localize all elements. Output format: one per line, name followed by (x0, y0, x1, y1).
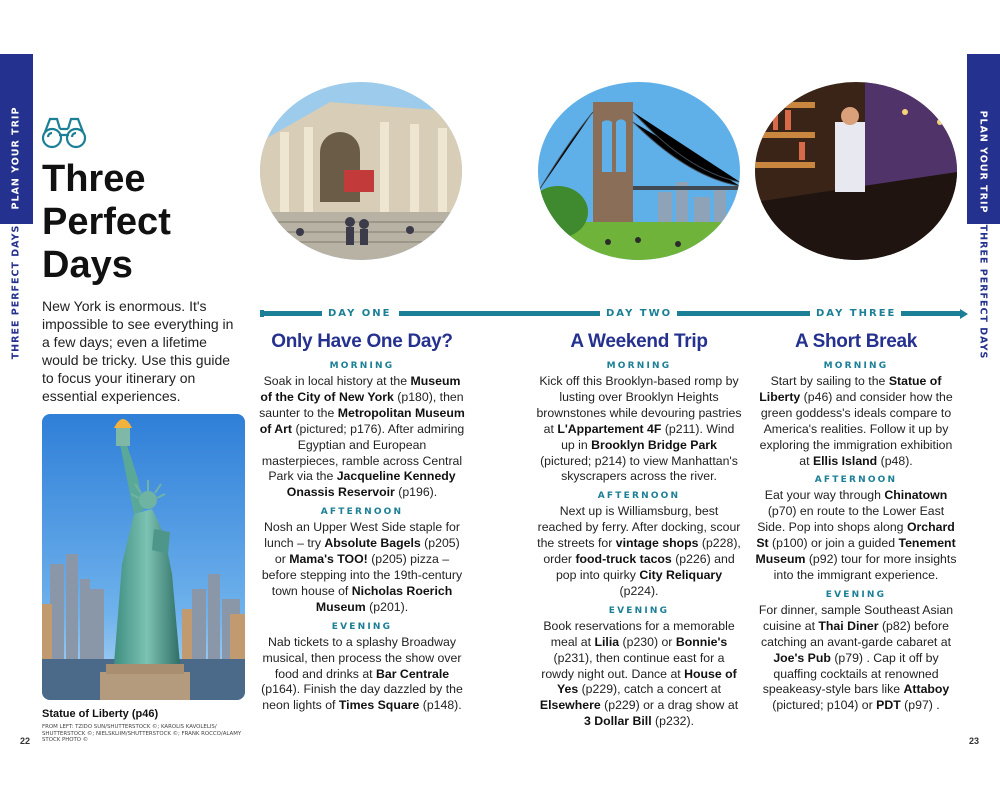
photo-caption: Statue of Liberty (p46) (42, 708, 159, 720)
bold-place-name: Attaboy (903, 682, 950, 697)
day-two-evening-text: Book reservations for a memorable meal at Lilia (p230) or Bonnie's (p231), then continue east for a rowdy night out. Dance at House of Yes (p229), catch a concert at Elsewhere (p229) or a drag show at 3 Dollar Bill (p232). (539, 618, 739, 729)
bold-place-name: 3 Dollar Bill (583, 714, 652, 729)
day-three-heading: A Short Break (794, 331, 918, 352)
day-one-morning-label: MORNING (329, 361, 395, 371)
day-three-morning-text: Start by sailing to the Statue of Liberty (p46) and consider how the green goddess's ideals compare to America's realities. Follow it up by exploring the immigration exhibition at Ellis Island (p48). (759, 374, 953, 468)
day-bar-segment (399, 311, 600, 316)
bold-place-name: Absolute Bagels (324, 536, 421, 551)
bold-place-name: Metropolitan Museum of Art (259, 405, 465, 436)
day-two-morning-label: MORNING (606, 361, 672, 371)
bold-place-name: Jacqueline Kennedy Onassis Reservoir (286, 469, 456, 500)
day-one-afternoon-text: Nosh an Upper West Side staple for lunch – try Absolute Bagels (p205) or Mama's TOO! (p205) pizza – before stepping into the 19th-century town house of Nicholas Roerich Museum (p201). (261, 520, 463, 614)
binoculars-icon (40, 115, 88, 149)
day-three-evening-label: EVENING (825, 589, 887, 600)
day-one-afternoon-label: AFTERNOON (320, 507, 404, 518)
bold-place-name: food-truck tacos (575, 552, 672, 567)
day-two-afternoon-text: Next up is Williamsburg, best reached by ferry. After docking, scour the streets for vintage shops (p228), order food-truck tacos (p226) and pop into quirky City Reliquary (p224). (537, 504, 741, 598)
metropolitan-museum-photo (260, 82, 462, 260)
day-three-evening-text: For dinner, sample Southeast Asian cuisine at Thai Diner (p82) before catching an avant-garde cabaret at Joe's Pub (p79) . Cap it off by quaffing cocktails at renowned speakeasy-style bars like Attaboy (pictured; p104) or PDT (p97) . (758, 602, 954, 713)
bold-place-name: Bonnie's (675, 634, 728, 649)
day-three-afternoon-label: AFTERNOON (814, 475, 898, 486)
day-bar-segment (677, 311, 810, 316)
statue-of-liberty-photo (42, 414, 245, 700)
day-one-column (258, 330, 466, 714)
day-two-heading: A Weekend Trip (570, 331, 708, 352)
right-chapter-label: THREE PERFECT DAYS (977, 224, 989, 360)
intro-text: New York is enormous. It's impossible to see everything in a few days; even a lifetime would be tricky. Use this guide to focus your itinerary on essential experiences. (42, 298, 234, 404)
bold-place-name: City Reliquary (639, 567, 723, 582)
day-three-afternoon-text: Eat your way through Chinatown (p70) en route to the Lower East Side. Pop into shops along Orchard St (p100) or join a guided Tenement Museum (p92) tour for more insights into the immigrant experience. (755, 488, 957, 582)
bold-place-name: Bar Centrale (376, 666, 450, 681)
bold-place-name: Nicholas Roerich Museum (315, 583, 453, 614)
bold-place-name: Times Square (338, 698, 420, 713)
left-section-label: PLAN YOUR TRIP (10, 106, 22, 210)
day-three-label: DAY THREE (816, 308, 897, 319)
page-number-right: 23 (969, 736, 980, 746)
bold-place-name: Tenement Museum (755, 536, 956, 567)
bold-place-name: Elsewhere (539, 698, 601, 713)
bold-place-name: Mama's TOO! (289, 552, 368, 567)
bold-place-name: House of Yes (556, 666, 737, 697)
bold-place-name: Brooklyn Bridge Park (591, 437, 717, 452)
day-one-label: DAY ONE (328, 308, 392, 319)
bold-place-name: Ellis Island (812, 453, 878, 468)
bold-place-name: Orchard St (756, 520, 955, 551)
left-chapter-label: THREE PERFECT DAYS (10, 224, 22, 360)
day-three-morning-label: MORNING (823, 361, 889, 371)
photo-credits: FROM LEFT: TZIDO SUN/SHUTTERSTOCK ©; KAROLIS KAVOLELIS/ SHUTTERSTOCK ©; NIELSKLIIM/SHUTTERSTOCK ©; FRANK ROCCO/ALAMY STOCK PHOTO © (42, 724, 242, 744)
day-bar-segment (901, 311, 960, 316)
bold-place-name: Lilia (594, 634, 620, 649)
day-one-heading: Only Have One Day? (271, 331, 453, 352)
day-bar-arrow (960, 309, 968, 319)
bold-place-name: Joe's Pub (773, 650, 831, 665)
day-two-evening-label: EVENING (608, 605, 670, 616)
day-one-evening-text: Nab tickets to a splashy Broadway musical, then process the show over food and drinks at Bar Centrale (p164). Finish the day dazzled by the neon lights of Times Square (p148). (261, 634, 463, 713)
bold-place-name: Statue of Liberty (759, 374, 942, 404)
day-one-evening-label: EVENING (331, 621, 393, 632)
day-two-column (536, 330, 742, 730)
bold-place-name: Thai Diner (818, 618, 879, 633)
day-two-morning-text: Kick off this Brooklyn-based romp by lusting over Brooklyn Heights brownstones while devouring pastries at L'Appartement 4F (p211). Wind up in Brooklyn Bridge Park (pictured; p214) to view Manhattan's skyscrapers across the river. (536, 374, 742, 484)
page-title: Three Perfect Days (42, 158, 171, 286)
bold-place-name: Museum of the City of New York (260, 374, 461, 404)
bold-place-name: vintage shops (615, 536, 699, 551)
day-bar-segment (264, 311, 322, 316)
bold-place-name: Chinatown (884, 488, 948, 503)
bold-place-name: PDT (876, 698, 901, 713)
page-number-left: 22 (20, 736, 31, 746)
right-section-label: PLAN YOUR TRIP (977, 110, 989, 214)
cocktail-bar-photo (755, 82, 957, 260)
day-three-column (754, 330, 958, 714)
bold-place-name: L'Appartement 4F (557, 421, 662, 436)
day-one-morning-text: Soak in local history at the Museum of the City of New York (p180), then saunter to the Metropolitan Museum of Art (pictured; p176). After admiring Egyptian and European masterpieces, ramble across Central Park via the Jacqueline Kennedy Onassis Reservoir (p196). (259, 374, 465, 500)
day-two-label: DAY TWO (606, 308, 673, 319)
brooklyn-bridge-photo (538, 82, 740, 260)
day-two-afternoon-label: AFTERNOON (597, 491, 681, 502)
